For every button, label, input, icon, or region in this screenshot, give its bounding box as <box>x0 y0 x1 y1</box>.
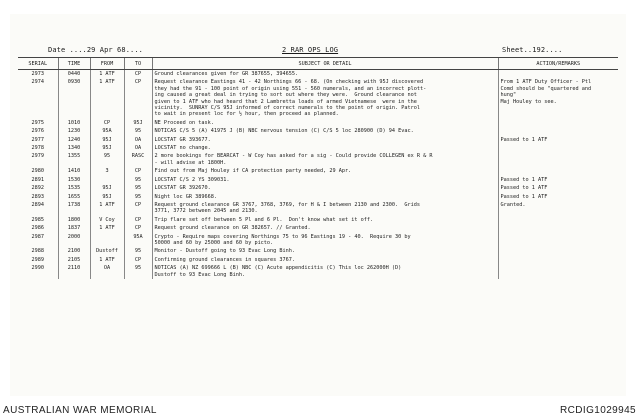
table-row <box>18 256 618 264</box>
cell-to: CP <box>124 78 152 118</box>
table-row <box>18 127 618 135</box>
cell-serial: 2980 <box>31 168 44 175</box>
cell-detail: Request ground clearance GR 3767, 3768, 3769, for H & I between 2130 and 2300. Grids 3771, 3772 between 2045 and 2130. <box>152 201 498 216</box>
table-row <box>18 247 618 255</box>
cell-detail: NOTICAS (A) NZ 699666 L (B) NBC (C) Acute appendicitis (C) This loc 262000H (D) Dustoff to 93 Evac Long Binh. <box>152 264 498 279</box>
cell-serial: 2986 <box>31 225 44 232</box>
cell-action <box>498 144 618 152</box>
cell-detail: LOCSTAT GR 392670. <box>152 184 498 192</box>
cell-detail: Request ground clearance on GR 382657. // Granted. <box>152 224 498 232</box>
cell-serial: 2985 <box>31 216 44 223</box>
table-body <box>18 70 618 279</box>
cell-action: Passed to 1 ATF <box>498 193 618 201</box>
cell-action: Passed to 1 ATF <box>498 184 618 192</box>
cell-detail: LOCSTAT C/S 2 YS 309031. <box>152 176 498 184</box>
cell-serial: 2975 <box>31 119 44 126</box>
cell-from <box>90 176 124 184</box>
cell-action <box>498 247 618 255</box>
date-field <box>48 46 143 54</box>
col-header-from: FROM <box>90 58 124 70</box>
table-row <box>18 176 618 184</box>
cell-from: V Coy <box>90 216 124 224</box>
cell-from: 95J <box>90 136 124 144</box>
cell-serial: 2988 <box>31 248 44 255</box>
cell-action <box>498 127 618 135</box>
cell-detail: Confirming ground clearances in squares 3767. <box>152 256 498 264</box>
cell-serial: 2977 <box>31 136 44 143</box>
table-row <box>18 233 618 248</box>
table-row <box>18 119 618 127</box>
page-title: 2 RAR OPS LOG <box>282 46 339 54</box>
cell-action: From 1 ATF Duty Officer - Ptl Comd should be "quartered and hung" Maj Houley to see. <box>498 78 618 118</box>
cell-to: 95 <box>124 176 152 184</box>
cell-from: 3 <box>90 167 124 175</box>
cell-action <box>498 119 618 127</box>
cell-detail: Trip flare set off between 5 Pl and 6 Pl. Don't know what set it off. <box>152 216 498 224</box>
footer-right: RCDIG1029945 <box>560 405 636 416</box>
cell-serial: 2893 <box>31 193 44 200</box>
cell-to: 95 <box>124 247 152 255</box>
cell-time: 2000 <box>58 233 90 248</box>
date-label: Date .... <box>48 46 87 54</box>
cell-detail: Ground clearances given for GR 387655, 394655. <box>152 70 498 79</box>
cell-from: 95J <box>90 184 124 192</box>
cell-time: 1340 <box>58 144 90 152</box>
col-header-to: TO <box>124 58 152 70</box>
date-value: 29 Apr 68 <box>86 46 126 54</box>
col-header-action: ACTION/REMARKS <box>498 58 618 70</box>
col-header-detail: SUBJECT OR DETAIL <box>152 58 498 70</box>
cell-time: 1655 <box>58 193 90 201</box>
cell-to: OA <box>124 144 152 152</box>
table-row <box>18 152 618 167</box>
cell-to: CP <box>124 70 152 79</box>
cell-detail: Request clearance Eastings 41 - 42 Northings 66 - 68. (On checking with 95J discovered they had the 91 - 100 point of origin using 551 - 560 numerals, and an incorrect plott- ing caused a great deal in trying to sort out where they were. Ground clearance not given to 1 ATF who had heard that 2 Lambretta loads of armed Vietnamese were in the vicinity. SUNRAY C/S 95J informed of correct numerals to the point of origin. Patrol to wait in present loc for ½ hour, then proceed as planned. <box>152 78 498 118</box>
cell-time: 1410 <box>58 167 90 175</box>
cell-serial: 2974 <box>31 79 44 86</box>
cell-time: 0440 <box>58 70 90 79</box>
cell-to: RASC <box>124 152 152 167</box>
cell-from: 95J <box>90 193 124 201</box>
cell-action <box>498 167 618 175</box>
cell-detail: Monitor - Dustoff going to 93 Evac Long Binh. <box>152 247 498 255</box>
cell-action <box>498 256 618 264</box>
cell-time: 2110 <box>58 264 90 279</box>
table-row <box>18 167 618 175</box>
cell-from: 95J <box>90 144 124 152</box>
cell-action: Granted. <box>498 201 618 216</box>
cell-to: 95 <box>124 193 152 201</box>
cell-from: 1 ATF <box>90 224 124 232</box>
cell-serial: 2891 <box>31 176 44 183</box>
table-row <box>18 193 618 201</box>
table-row <box>18 136 618 144</box>
table-row <box>18 201 618 216</box>
cell-to: CP <box>124 216 152 224</box>
date-trail: .... <box>125 46 143 54</box>
cell-to: CP <box>124 201 152 216</box>
cell-from: CP <box>90 119 124 127</box>
cell-to: 95J <box>124 119 152 127</box>
cell-time: 1530 <box>58 176 90 184</box>
table-row <box>18 70 618 79</box>
cell-to: CP <box>124 167 152 175</box>
cell-serial: 2987 <box>31 233 44 240</box>
cell-detail: 2 more bookings for BEARCAT - W Coy has asked for a sig - Could provide COLLEGEN ex R & R - will advise at 1800H. <box>152 152 498 167</box>
cell-from: 1 ATF <box>90 201 124 216</box>
cell-serial: 2990 <box>31 265 44 272</box>
ops-log-table <box>18 57 618 279</box>
table-row <box>18 216 618 224</box>
cell-detail: NOTICAS C/S 5 (A) 41975 J (B) NBC nervous tension (C) C/S 5 loc 280900 (D) 94 Evac. <box>152 127 498 135</box>
cell-time: 1800 <box>58 216 90 224</box>
col-header-serial: SERIAL <box>18 58 58 70</box>
cell-action <box>498 233 618 248</box>
cell-action <box>498 224 618 232</box>
cell-action <box>498 264 618 279</box>
sheet-label: Sheet.. <box>502 46 533 54</box>
cell-detail: Find out from Maj Houley if CA protection party needed, 29 Apr. <box>152 167 498 175</box>
col-header-time: TIME <box>58 58 90 70</box>
cell-action <box>498 70 618 79</box>
cell-time: 2100 <box>58 247 90 255</box>
cell-time: 0930 <box>58 78 90 118</box>
cell-action <box>498 152 618 167</box>
table-row <box>18 264 618 279</box>
cell-time: 1837 <box>58 224 90 232</box>
cell-serial: 2894 <box>31 201 44 208</box>
cell-from: 1 ATF <box>90 256 124 264</box>
cell-serial: 2978 <box>31 145 44 152</box>
table-row <box>18 144 618 152</box>
cell-action: Passed to 1 ATF <box>498 136 618 144</box>
cell-to: 95 <box>124 127 152 135</box>
sheet-value: 192 <box>532 46 546 54</box>
cell-to: 95 <box>124 184 152 192</box>
cell-serial: 2976 <box>31 128 44 135</box>
cell-detail: Night loc GR 389668. <box>152 193 498 201</box>
cell-to: OA <box>124 136 152 144</box>
cell-from: 1 ATF <box>90 78 124 118</box>
cell-serial: 2989 <box>31 256 44 263</box>
table-row <box>18 78 618 118</box>
cell-from: Dustoff <box>90 247 124 255</box>
cell-from: OA <box>90 264 124 279</box>
cell-detail: NE Proceed on task. <box>152 119 498 127</box>
cell-action <box>498 216 618 224</box>
footer-bar <box>0 403 640 419</box>
cell-to: CP <box>124 224 152 232</box>
cell-serial: 2979 <box>31 153 44 160</box>
cell-from <box>90 233 124 248</box>
cell-time: 1738 <box>58 201 90 216</box>
cell-from: 1 ATF <box>90 70 124 79</box>
cell-to: 95 <box>124 264 152 279</box>
table-row <box>18 184 618 192</box>
cell-time: 1240 <box>58 136 90 144</box>
sheet-field <box>502 46 562 54</box>
cell-time: 2105 <box>58 256 90 264</box>
table-header-row <box>18 58 618 70</box>
table-row <box>18 224 618 232</box>
cell-to: 95A <box>124 233 152 248</box>
cell-serial: 2892 <box>31 185 44 192</box>
cell-time: 1355 <box>58 152 90 167</box>
cell-time: 1010 <box>58 119 90 127</box>
cell-time: 1535 <box>58 184 90 192</box>
footer-left: AUSTRALIAN WAR MEMORIAL <box>3 405 157 416</box>
cell-serial: 2973 <box>31 71 44 77</box>
cell-detail: LOCSTAT GR 393677. <box>152 136 498 144</box>
cell-time: 1230 <box>58 127 90 135</box>
cell-detail: LOCSTAT no change. <box>152 144 498 152</box>
cell-detail: Crypto - Require maps covering Northings 75 to 96 Eastings 19 - 40. Require 30 by 50000 and 60 by 25000 and 60 by picto. <box>152 233 498 248</box>
cell-from: 95A <box>90 127 124 135</box>
cell-action: Passed to 1 ATF <box>498 176 618 184</box>
cell-from: 95 <box>90 152 124 167</box>
cell-to: CP <box>124 256 152 264</box>
sheet-trail: .... <box>545 46 563 54</box>
